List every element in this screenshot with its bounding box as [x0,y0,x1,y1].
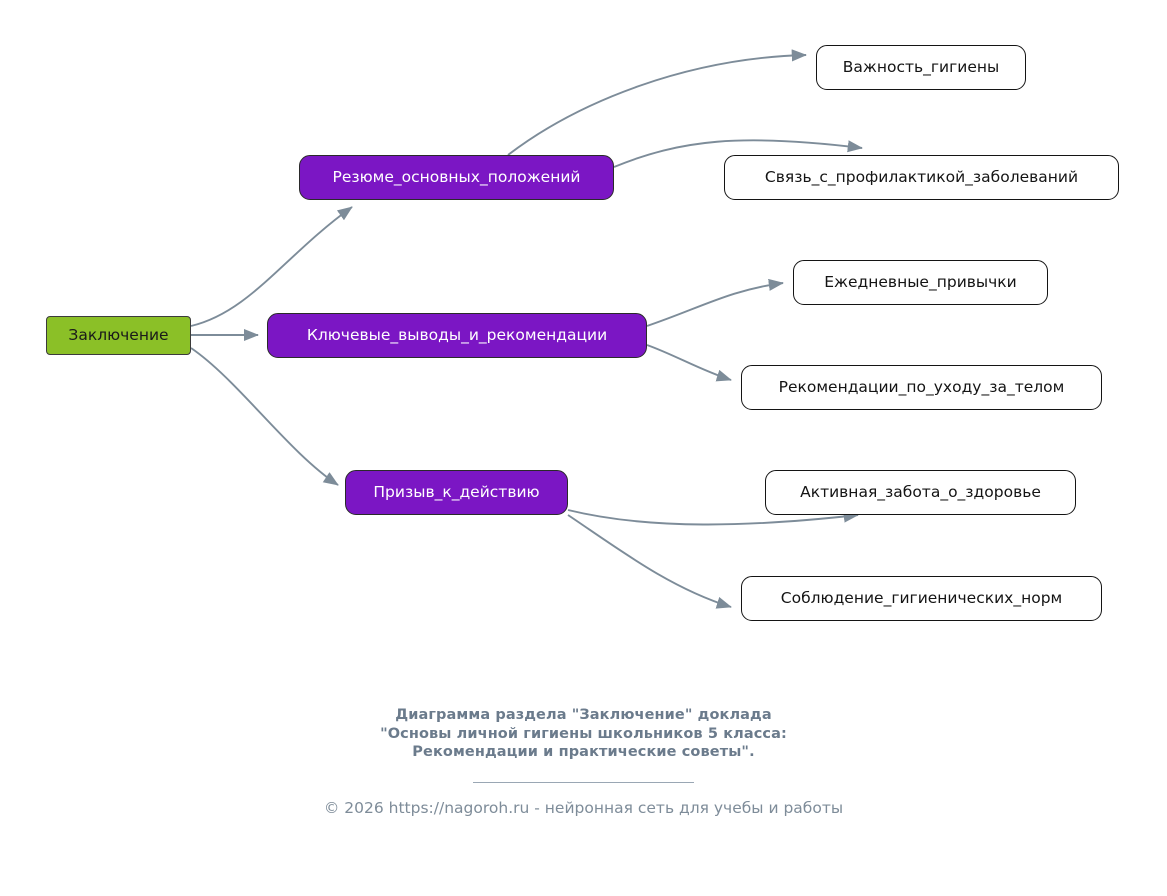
node-leaf-3-1[interactable] [765,470,1076,515]
edge-branch-3-to-leaf-3-2 [568,515,731,607]
node-leaf-1-1[interactable] [816,45,1026,90]
node-branch-2[interactable] [267,313,647,358]
edge-branch-2-to-leaf-2-2 [647,345,731,380]
node-branch-3[interactable] [345,470,568,515]
diagram-caption [0,706,1167,762]
node-leaf-3-1-label: Активная_забота_о_здоровье [800,482,1041,501]
node-leaf-1-2-label: Связь_с_профилактикой_заболеваний [764,167,1079,186]
caption-line-1: Диаграмма раздела "Заключение" доклада [395,707,772,723]
node-leaf-3-2-label: Соблюдение_гигиенических_норм [780,588,1063,607]
node-branch-3-label: Призыв_к_действию [373,482,540,501]
node-leaf-2-1[interactable] [793,260,1048,305]
node-leaf-1-2[interactable] [724,155,1119,200]
node-root-label: Заключение [68,325,169,344]
node-branch-1-label: Резюме_основных_положений [332,167,581,186]
node-root[interactable] [46,316,191,355]
caption-line-2: "Основы личной гигиены школьников 5 класса: [380,725,787,742]
node-leaf-2-1-label: Ежедневные_привычки [824,272,1017,291]
node-leaf-1-1-label: Важность_гигиены [842,57,1000,76]
node-branch-1[interactable] [299,155,614,200]
caption-divider [473,782,694,783]
edge-root-to-branch-3 [191,348,338,485]
node-leaf-2-2[interactable] [741,365,1102,410]
footer-credit: © 2026 https://nagoroh.ru - нейронная сеть для учебы и работы [323,799,844,817]
node-leaf-2-2-label: Рекомендации_по_уходу_за_телом [778,377,1065,396]
edge-branch-2-to-leaf-2-1 [647,283,783,326]
node-leaf-3-2[interactable] [741,576,1102,621]
edge-root-to-branch-1 [191,207,352,326]
node-branch-2-label: Ключевые_выводы_и_рекомендации [306,325,608,344]
caption-line-3: Рекомендации и практические советы". [412,744,755,761]
